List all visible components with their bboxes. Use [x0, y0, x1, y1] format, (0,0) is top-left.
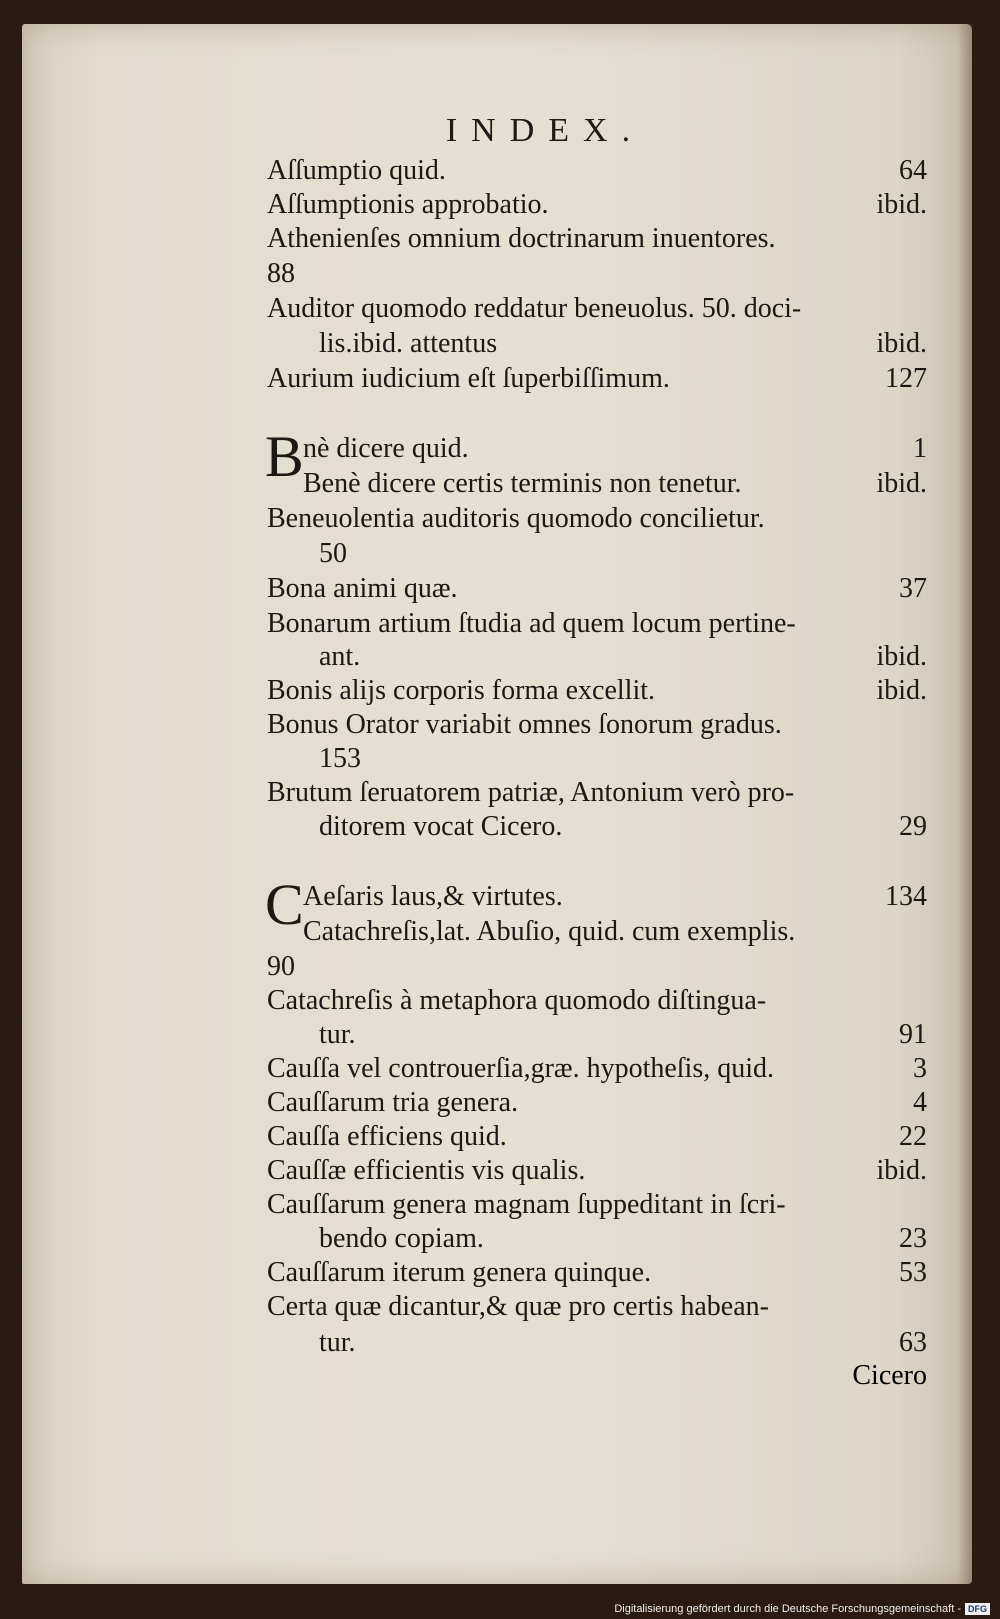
entry-text: tur.: [319, 1019, 356, 1050]
entry-page-number: 53: [899, 1257, 927, 1288]
entry-page-number: 4: [913, 1087, 927, 1118]
entry-text: nè dicere quid.: [303, 433, 469, 464]
footer-text: Digitalisierung gefördert durch die Deutsche Forschungsgemeinschaft -: [614, 1603, 961, 1615]
entry-page-number: ibid.: [876, 468, 927, 499]
entry-text: Catachreſis à metaphora quomodo diſtingua-: [267, 985, 767, 1016]
entry-page-number: 134: [885, 881, 927, 912]
entry-page-number: 63: [899, 1327, 927, 1358]
entry-text: Aeſaris laus,& virtutes.: [303, 881, 563, 912]
entry-page-number: 127: [885, 363, 927, 394]
entry-page-number: ibid.: [876, 189, 927, 220]
entry-text: Cauſſa efficiens quid.: [267, 1121, 507, 1152]
entry-text: Cauſſarum tria genera.: [267, 1087, 519, 1118]
entry-text: Aurium iudicium eſt ſuperbiſſimum.: [267, 363, 670, 394]
entry-text: 88: [267, 258, 295, 289]
entry-page-number: 64: [899, 155, 927, 186]
book-page: [22, 24, 972, 1584]
entry-text: 153: [319, 743, 361, 774]
entry-text: Cauſſa vel controuerſia,græ. hypotheſis, quid.: [267, 1053, 775, 1084]
entry-text: Bona animi quæ.: [267, 573, 458, 604]
drop-capital: C: [265, 872, 304, 937]
entry-text: ant.: [319, 641, 361, 672]
entry-text: Athenienſes omnium doctrinarum inuentores.: [267, 223, 776, 254]
entry-page-number: 1: [913, 433, 927, 464]
footer-credit: [614, 1603, 990, 1615]
entry-text: bendo copiam.: [319, 1223, 484, 1254]
entry-text: Beneuolentia auditoris quomodo concilietur.: [267, 503, 765, 534]
entry-text: Aſſumptio quid.: [267, 155, 446, 186]
entry-text: 90: [267, 951, 295, 982]
entry-page-number: 23: [899, 1223, 927, 1254]
entry-text: Brutum ſeruatorem patriæ, Antonium verò pro-: [267, 777, 795, 808]
entry-page-number: 29: [899, 811, 927, 842]
entry-text: Catachreſis,lat. Abuſio, quid. cum exemplis.: [303, 916, 796, 947]
entry-page-number: 22: [899, 1121, 927, 1152]
entry-page-number: ibid.: [876, 641, 927, 672]
page-header: INDEX.: [445, 112, 645, 149]
entry-text: Auditor quomodo reddatur beneuolus. 50. doci-: [267, 293, 802, 324]
entry-page-number: 3: [913, 1053, 927, 1084]
entry-text: Benè dicere certis terminis non tenetur.: [303, 468, 742, 499]
entry-text: Bonarum artium ſtudia ad quem locum pertine-: [267, 608, 796, 639]
entry-page-number: 37: [899, 573, 927, 604]
entry-page-number: ibid.: [876, 328, 927, 359]
dfg-logo: DFG: [965, 1603, 990, 1615]
entry-text: Cauſſæ efficientis vis qualis.: [267, 1155, 586, 1186]
entry-text: tur.: [319, 1327, 356, 1358]
drop-capital: B: [265, 424, 304, 489]
entry-text: Certa quæ dicantur,& quæ pro certis habean-: [267, 1291, 769, 1322]
entry-text: ditorem vocat Cicero.: [319, 811, 563, 842]
entry-text: lis.ibid. attentus: [319, 328, 498, 359]
entry-page-number: ibid.: [876, 1155, 927, 1186]
entry-text: Cauſſarum genera magnam ſuppeditant in ſcri-: [267, 1189, 786, 1220]
entry-text: 50: [319, 538, 347, 569]
catchword: Cicero: [852, 1360, 927, 1391]
entry-text: Cauſſarum iterum genera quinque.: [267, 1257, 652, 1288]
entry-text: Aſſumptionis approbatio.: [267, 189, 549, 220]
entry-page-number: 91: [899, 1019, 927, 1050]
entry-page-number: ibid.: [876, 675, 927, 706]
entry-text: Bonis alijs corporis forma excellit.: [267, 675, 656, 706]
entry-text: Bonus Orator variabit omnes ſonorum gradus.: [267, 709, 782, 740]
